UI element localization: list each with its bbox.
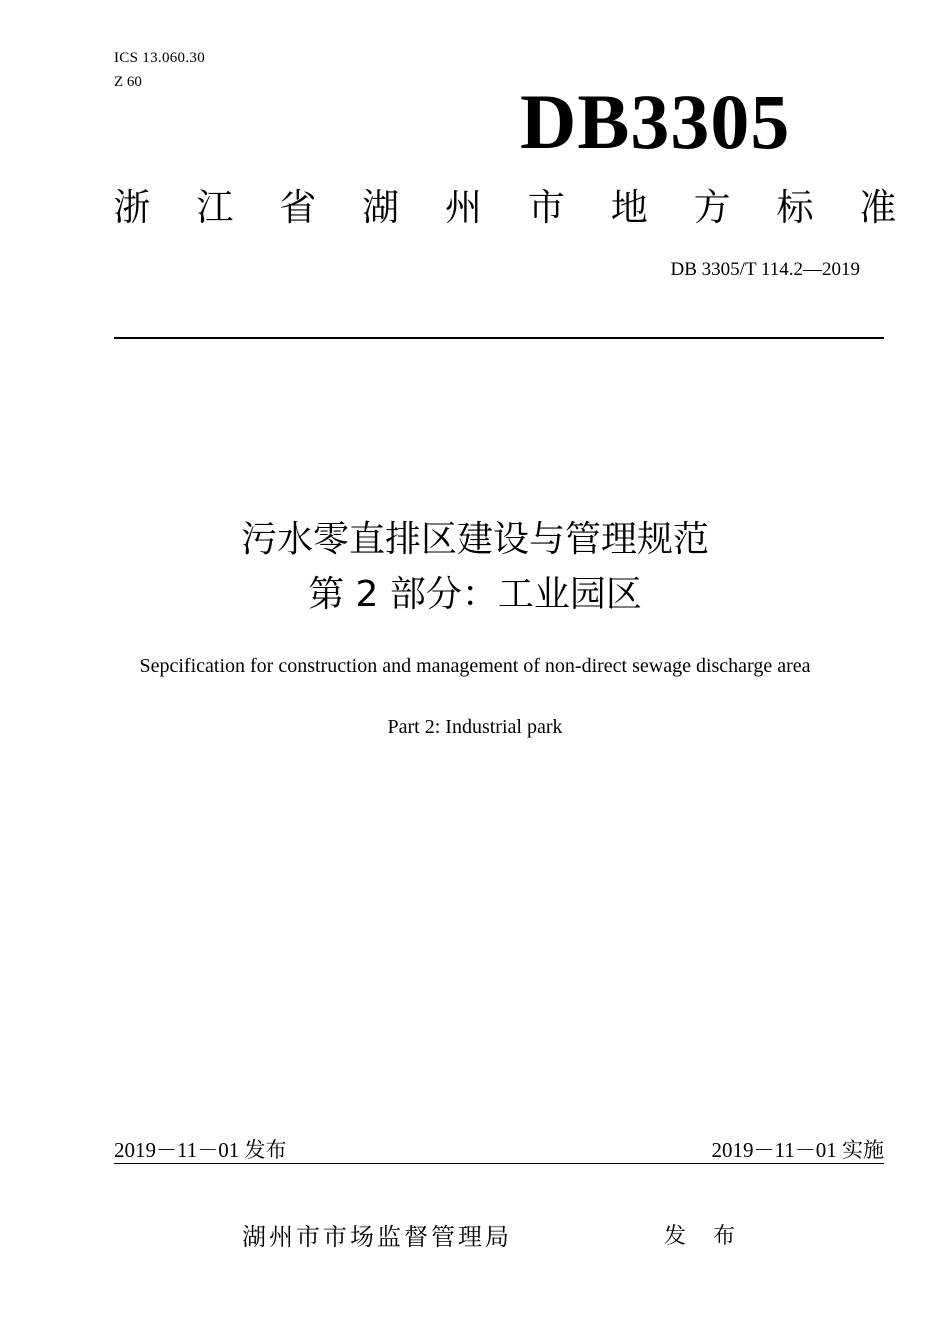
standard-type-char: 地 — [610, 186, 648, 229]
standard-type-char: 准 — [859, 186, 897, 229]
standard-type-char: 州 — [445, 186, 482, 229]
standard-type-char: 江 — [196, 186, 234, 229]
standard-type-char: 标 — [776, 186, 814, 229]
issuing-authority: 湖州市市场监督管理局 — [242, 1223, 512, 1251]
title-chinese-main: 污水零直排区建设与管理规范 — [240, 519, 709, 560]
title-english-main: Sepcification for construction and management of non-direct sewage discharge area — [139, 655, 811, 677]
footer-divider — [114, 1163, 884, 1164]
standard-type-char: 方 — [693, 186, 731, 229]
standard-logo: DB3305 — [520, 78, 791, 165]
standard-type-char: 市 — [527, 186, 565, 229]
header-divider — [114, 337, 884, 339]
standard-type-heading — [110, 184, 900, 232]
date-row — [114, 1136, 884, 1164]
standard-number: DB 3305/T 114.2—2019 — [670, 259, 860, 280]
title-english-part: Part 2: Industrial park — [387, 716, 563, 738]
title-chinese-part: 第 2 部分：工业园区 — [308, 574, 642, 615]
standard-type-char: 省 — [279, 186, 317, 229]
release-date: 2019－11－01 发布 — [114, 1138, 287, 1162]
ics-code: ICS 13.060.30 — [114, 50, 205, 66]
standard-type-char: 湖 — [362, 186, 400, 229]
issue-label: 发 布 — [664, 1224, 745, 1249]
classification-code: Z 60 — [114, 74, 142, 90]
implementation-date: 2019－11－01 实施 — [711, 1138, 884, 1162]
standard-type-char: 浙 — [113, 186, 151, 229]
